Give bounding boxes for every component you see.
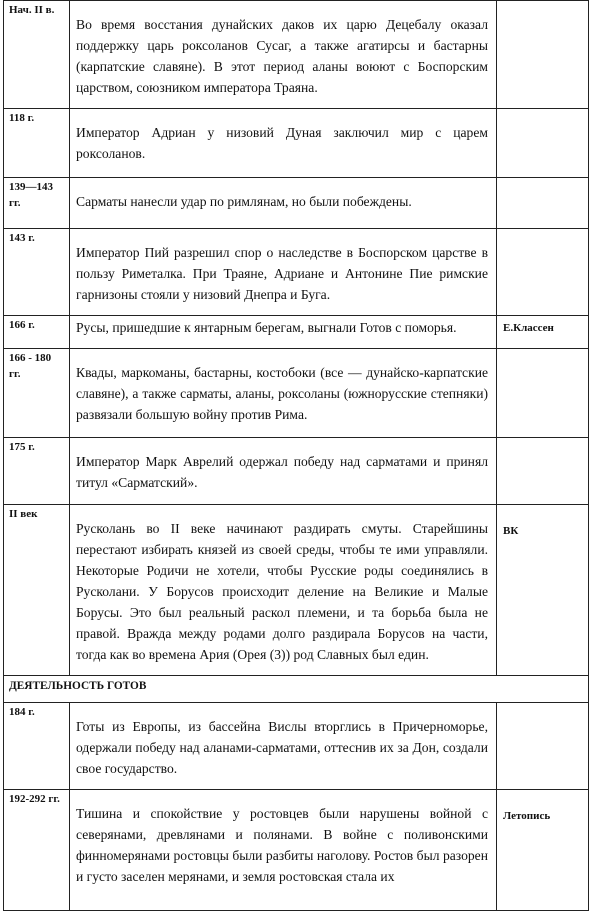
event-text: Император Пий разрешил спор о наследстве в Боспорском царстве в пользу Риметалка. При Траяне, Адриане и Антонине Пие римские гарнизоны стояли у низовий Днепра и Буга. <box>76 245 488 302</box>
source-cell <box>497 349 588 353</box>
table-row <box>4 349 589 438</box>
date-cell: 143 г. <box>9 232 35 244</box>
section-title: ДЕЯТЕЛЬНОСТЬ ГОТОВ <box>9 680 147 692</box>
event-text: Квады, маркоманы, бастарны, костобоки (все — дунайско-карпатские славяне), а также сарматы, аланы, роксоланы (южнорусские степняки) развязали большую войну против Рима. <box>76 365 488 422</box>
date-cell: 166 - 180 гг. <box>9 352 52 380</box>
source-cell: Е.Классен <box>503 322 554 334</box>
table-row <box>4 229 589 316</box>
source-cell: Летопись <box>503 810 551 822</box>
source-cell <box>497 109 588 113</box>
table-row <box>4 316 589 349</box>
source-cell <box>497 703 588 707</box>
source-cell <box>497 1 588 5</box>
event-text: Император Марк Аврелий одержал победу над сарматами и принял титул «Сарматский». <box>76 454 488 490</box>
date-cell: 166 г. <box>9 319 35 331</box>
event-text: Сарматы нанесли удар по римлянам, но были побеждены. <box>76 194 412 209</box>
date-cell: Нач. II в. <box>9 4 55 16</box>
source-cell <box>497 438 588 442</box>
event-text: Во время восстания дунайских даков их царю Децебалу оказал поддержку царь роксоланов Сусаг, а также агатирсы и бастарны (карпатские славяне). В этот период аланы воюют с Боспорским царством, союзником императора Траяна. <box>76 17 488 95</box>
source-cell <box>497 229 588 233</box>
table-row <box>4 505 589 676</box>
event-text: Русколань во II веке начинают раздирать смуты. Старейшины перестают избирать князей из своей среды, чтобы те ими управляли. Некоторые Родичи не хотели, чтобы Русские роды соединялись в Русколани. У Борусов происходит деление на Великие и Малые Борусы. Это был реальный раскол племени, и та борьба была не правой. Вражда между родами долго раздирала Борусов на части, тогда как во времена Ария (Орея (3)) род Славных был един. <box>76 521 488 662</box>
table-row <box>4 703 589 790</box>
table-row <box>4 790 589 911</box>
table-row <box>4 1 589 109</box>
table-row <box>4 109 589 178</box>
table-row <box>4 178 589 229</box>
date-cell: 184 г. <box>9 706 35 718</box>
event-text: Готы из Европы, из бассейна Вислы вторглись в Причерноморье, одержали победу над аланами-сарматами, оттеснив их за Дон, создали свое государство. <box>76 719 488 776</box>
date-cell: II век <box>9 508 38 520</box>
date-cell: 139—143 гг. <box>9 181 53 209</box>
date-cell: 192-292 гг. <box>9 793 60 805</box>
event-text: Русы, пришедшие к янтарным берегам, выгнали Готов с поморья. <box>76 320 457 335</box>
chronology-table <box>3 0 589 911</box>
date-cell: 118 г. <box>9 112 35 124</box>
source-cell <box>497 178 588 182</box>
section-row <box>4 676 589 703</box>
event-text: Тишина и спокойствие у ростовцев были нарушены войной с северянами, древлянами и полянами. В войне с поливонскими финномерянами ростовцы были разбиты наголову. Ростов был разорен и густо заселен мерянами, и земля ростовская стала их <box>76 806 488 884</box>
source-cell: ВК <box>503 525 519 537</box>
table-row <box>4 438 589 505</box>
event-text: Император Адриан у низовий Дуная заключил мир с царем роксоланов. <box>76 125 488 161</box>
date-cell: 175 г. <box>9 441 35 453</box>
